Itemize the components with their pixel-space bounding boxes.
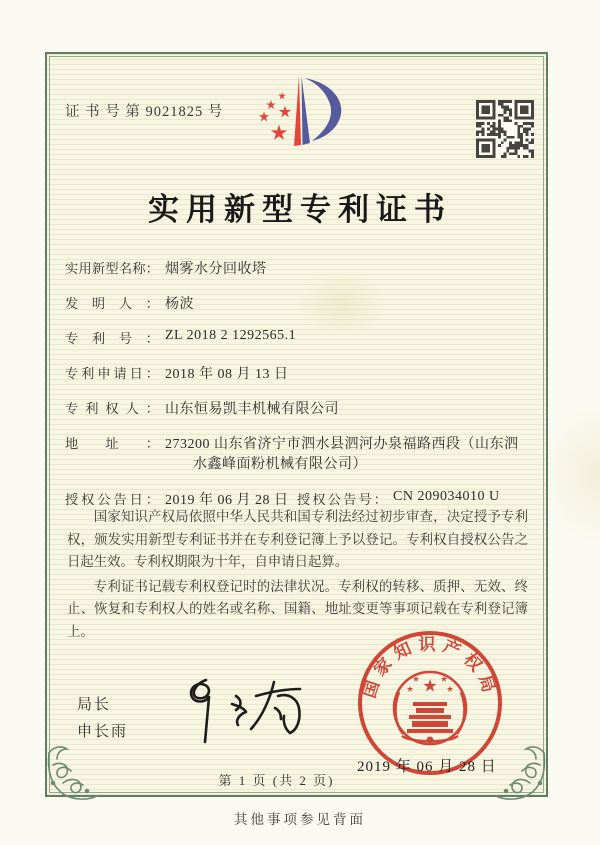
address-line1: 273200 山东省济宁市泗水县泗河办泉福路西段（山东泗 xyxy=(165,437,519,452)
national-emblem-icon xyxy=(394,672,466,744)
field-value: ZL 2018 2 1292565.1 xyxy=(165,328,297,343)
field-value: 山东恒易凯丰机械有限公司 xyxy=(165,402,339,417)
legal-text xyxy=(67,506,528,646)
certificate-border xyxy=(45,52,548,797)
qr-code xyxy=(476,100,534,158)
field-label: 专利申请日： xyxy=(65,366,159,381)
certificate-title: 实用新型专利证书 xyxy=(148,192,452,227)
field-value xyxy=(165,433,519,473)
field-value: 烟雾水分回收塔 xyxy=(165,262,267,277)
cnipa-logo-icon xyxy=(252,66,352,158)
field-label: 专利号： xyxy=(65,331,159,346)
commissioner-block xyxy=(77,692,128,746)
seal-text: 国家知识产权局 xyxy=(359,635,501,701)
field-label: 授权公告号： xyxy=(297,492,387,507)
field-rows xyxy=(65,258,530,524)
field-value: 2018 年 08 月 13 日 xyxy=(165,367,289,382)
seal-date: 2019 年 06 月 28 日 xyxy=(357,759,497,775)
field-row-address xyxy=(65,433,530,473)
grant-no-value: CN 209034010 U xyxy=(393,489,500,504)
address-line2: 水鑫峰面粉机械有限公司） xyxy=(193,457,367,472)
commissioner-title: 局长 xyxy=(77,697,112,713)
field-label: 实用新型名称： xyxy=(65,261,159,276)
field-row-inventor xyxy=(65,293,530,313)
field-label: 地址： xyxy=(65,436,159,451)
field-row-name xyxy=(65,258,530,278)
legal-paragraph-2: 专利证书记载专利权登记时的法律状况。专利权的转移、质押、无效、终止、恢复和专利权人的姓名或名称、国籍、地址变更等事项记载在专利登记簿上。 xyxy=(67,578,528,639)
field-label: 发明人： xyxy=(65,296,159,311)
commissioner-name: 申长雨 xyxy=(77,724,129,740)
field-row-filing-date xyxy=(65,363,530,383)
field-row-patent-no xyxy=(65,328,530,348)
field-label: 授权公告日： xyxy=(65,492,159,507)
commissioner-signature xyxy=(182,672,317,752)
grant-date-value: 2019 年 06 月 28 日 xyxy=(165,493,289,508)
field-value: 杨波 xyxy=(165,297,194,312)
paper-stain xyxy=(542,404,600,544)
svg-text:国家知识产权局 xyxy=(360,635,500,700)
legal-paragraph-1: 国家知识产权局依照中华人民共和国专利法经过初步审查，决定授予专利权，颁发实用新型专利证书并在专利登记簿上予以登记。专利权自授权公告之日起生效。专利权期限为十年，自申请日起算。 xyxy=(67,509,528,570)
field-label: 专利权人： xyxy=(65,401,159,416)
certificate-number: 证 书 号 第 9021825 号 xyxy=(65,104,224,120)
back-note: 其他事项参见背面 xyxy=(234,812,366,827)
page-number: 第 1 页 (共 2 页) xyxy=(218,773,335,788)
field-row-patentee xyxy=(65,398,530,418)
